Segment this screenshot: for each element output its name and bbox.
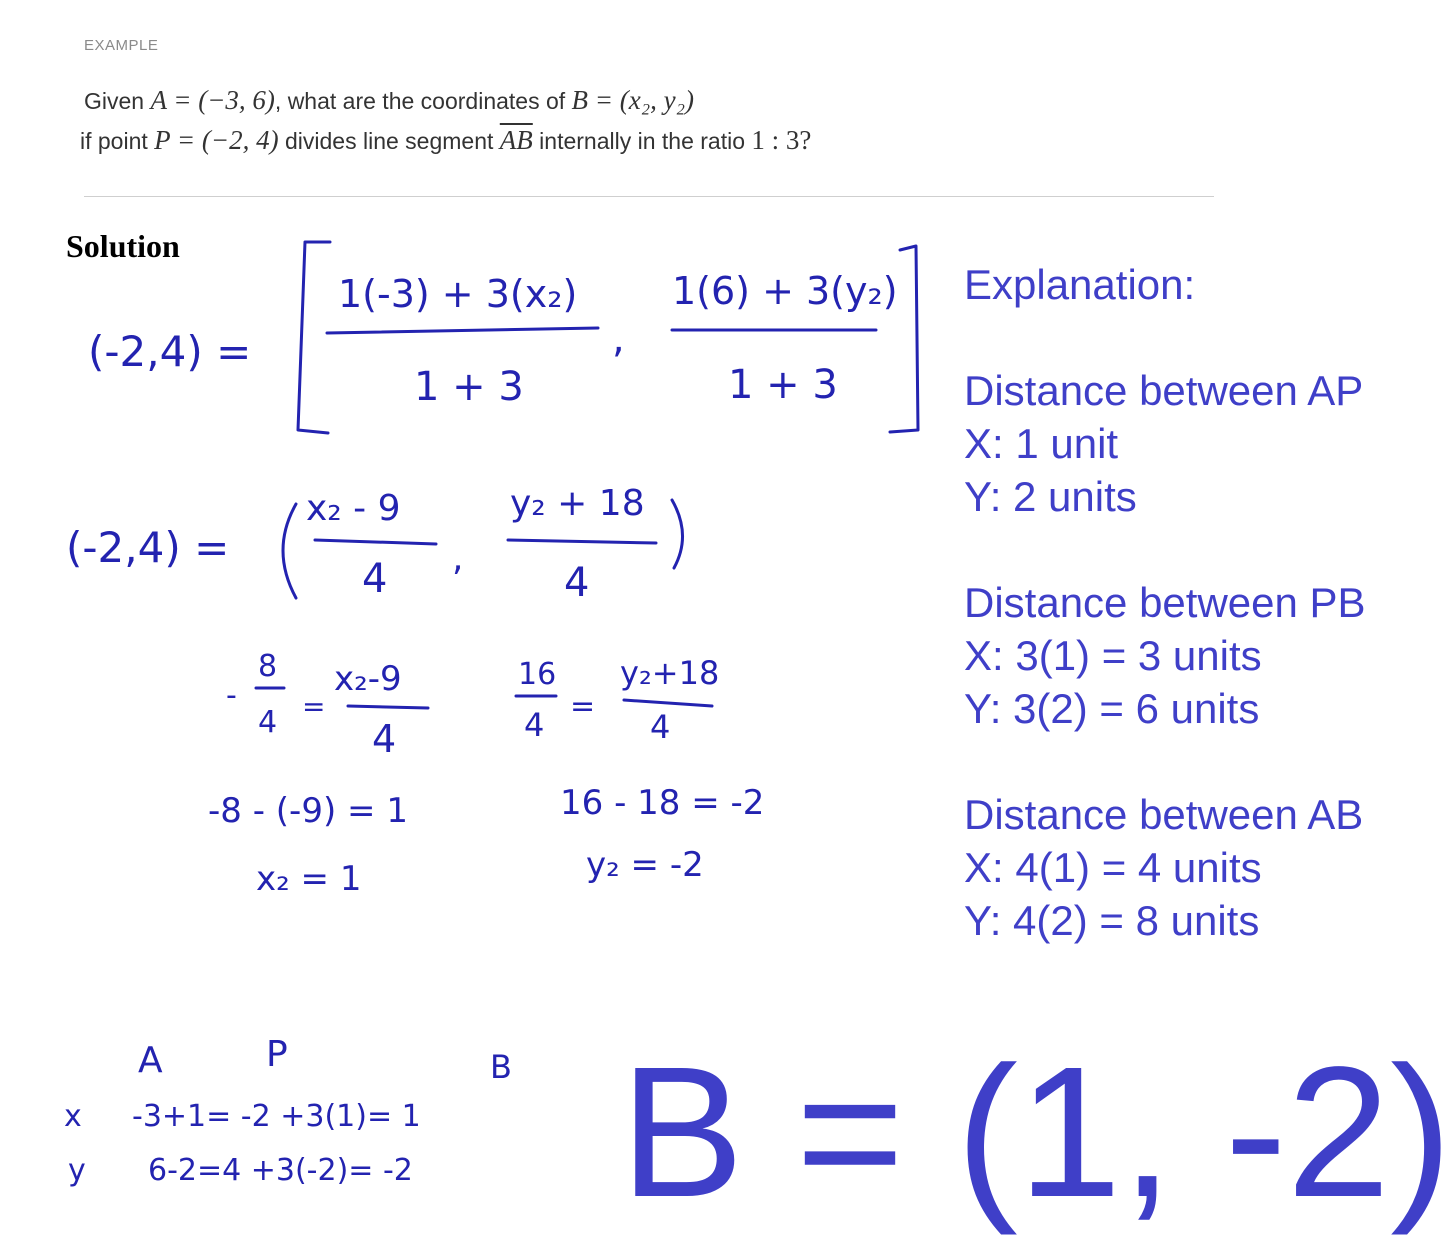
question-text: divides line segment	[284, 128, 494, 154]
equals: =	[302, 690, 326, 723]
comma: ,	[452, 538, 464, 579]
math-ratio: 1 : 3?	[751, 125, 812, 155]
solution-heading: Solution	[66, 228, 180, 264]
table-y-row: 6-2=4 +3(-2)= -2	[148, 1153, 413, 1188]
table-a-label: A	[138, 1040, 163, 1081]
left-paren	[283, 504, 296, 598]
math-segment-ab: $\overline{AB}$	[499, 125, 533, 155]
table-y-label: y	[68, 1153, 86, 1188]
step1-numerator-x: 1(-3) + 3(x₂)	[338, 272, 578, 316]
step2-lhs: (-2,4) =	[66, 523, 230, 572]
step3-y-right-numerator: y₂+18	[620, 654, 720, 692]
step3-x-right-denominator: 4	[372, 717, 397, 761]
table-p-label: P	[266, 1034, 288, 1075]
fraction-bar	[327, 328, 598, 333]
table-b-label: B	[490, 1048, 512, 1086]
step4-y: 16 - 18 = -2	[560, 783, 765, 823]
pb-x: X: 3(1) = 3 units	[964, 632, 1262, 679]
step5-y: y₂ = -2	[586, 845, 704, 885]
right-paren	[672, 500, 683, 568]
ap-y: Y: 2 units	[964, 473, 1137, 520]
table-x-label: x	[64, 1099, 82, 1134]
left-bracket	[298, 242, 330, 433]
question-text: if point	[80, 128, 148, 154]
fraction-bar	[315, 540, 436, 544]
fraction-bar	[348, 706, 428, 708]
step2-denominator-x: 4	[362, 556, 388, 602]
example-label: EXAMPLE	[84, 37, 159, 54]
ap-x: X: 1 unit	[964, 420, 1119, 467]
step1-lhs: (-2,4) =	[88, 327, 252, 376]
step2-denominator-y: 4	[564, 560, 590, 606]
step3-minus: -	[226, 678, 237, 713]
question-text: Given	[84, 88, 145, 114]
ap-title: Distance between AP	[964, 367, 1364, 414]
pb-y: Y: 3(2) = 6 units	[964, 685, 1260, 732]
math-point-a: A = (−3, 6)	[150, 85, 275, 115]
step1-denominator-y: 1 + 3	[728, 362, 838, 408]
step3-y-left-numerator: 16	[518, 657, 557, 692]
math-point-b: B = (x₂, y₂)	[571, 85, 694, 115]
ab-title: Distance between AB	[964, 791, 1364, 838]
step2-numerator-x: x₂ - 9	[306, 488, 401, 529]
step4-x: -8 - (-9) = 1	[208, 791, 408, 831]
fraction-bar	[624, 700, 712, 706]
step3-x-left-denominator: 4	[258, 705, 278, 740]
table-x-row: -3+1= -2 +3(1)= 1	[132, 1099, 421, 1134]
explanation-title: Explanation:	[964, 261, 1196, 308]
step2-numerator-y: y₂ + 18	[510, 483, 645, 524]
step3-x-right-numerator: x₂-9	[334, 659, 402, 699]
equals: =	[570, 689, 596, 724]
question-text: , what are the coordinates of	[274, 88, 566, 114]
step3-y-right-denominator: 4	[650, 708, 671, 746]
step5-x: x₂ = 1	[256, 859, 362, 899]
step1-denominator-x: 1 + 3	[414, 364, 524, 410]
comma: ,	[612, 316, 625, 362]
step3-x-left-numerator: 8	[258, 649, 278, 684]
math-point-p: P = (−2, 4)	[154, 125, 279, 155]
final-answer: B = (1, -2)	[620, 1029, 1452, 1236]
ab-x: X: 4(1) = 4 units	[964, 844, 1262, 891]
fraction-bar	[508, 540, 656, 543]
ab-y: Y: 4(2) = 8 units	[964, 897, 1260, 944]
pb-title: Distance between PB	[964, 579, 1366, 626]
step1-numerator-y: 1(6) + 3(y₂)	[672, 269, 898, 313]
question-text: internally in the ratio	[539, 128, 746, 154]
step3-y-left-denominator: 4	[524, 706, 545, 744]
